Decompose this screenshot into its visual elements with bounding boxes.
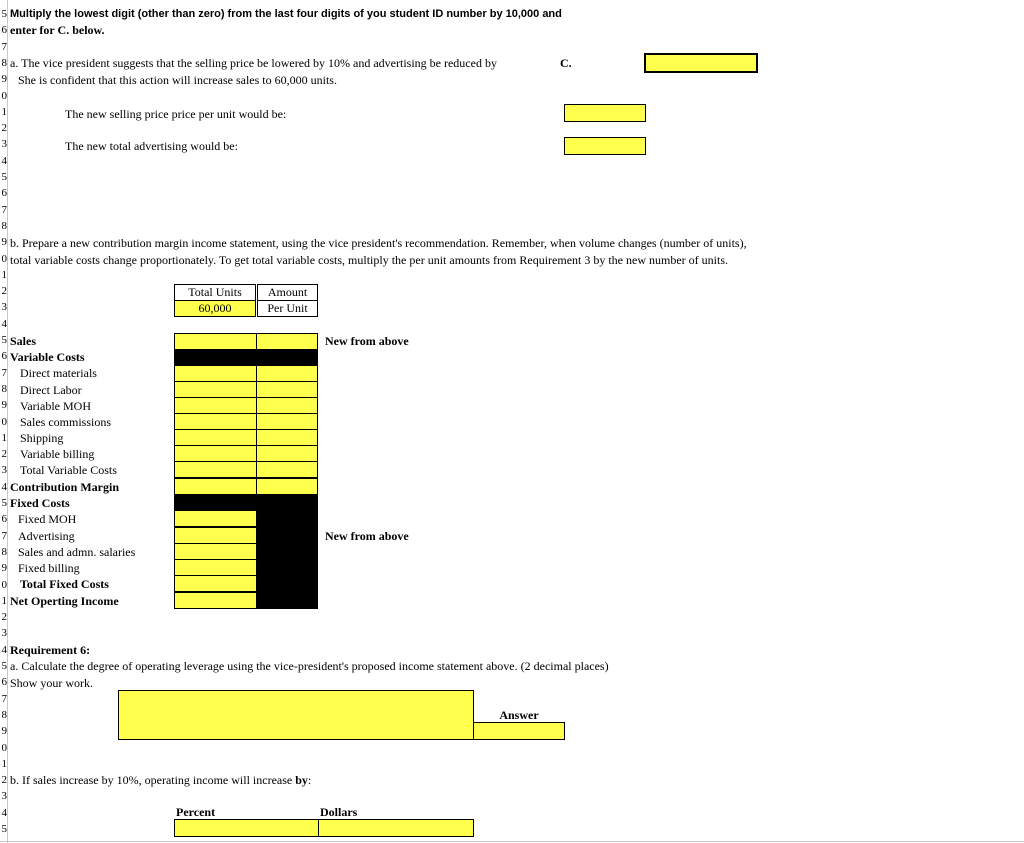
contribution-margin-per-unit-cell[interactable] [256, 478, 318, 495]
new-price-label: The new selling price price per unit would be: [65, 107, 287, 121]
row-number: 1 [1, 105, 7, 118]
label-sales: Sales [10, 334, 37, 348]
part-c-label: C. [560, 56, 572, 70]
answer-input-cell[interactable] [473, 722, 565, 740]
row-number: 4 [1, 154, 7, 167]
row-number: 2 [1, 122, 7, 135]
direct-materials-per-unit-cell[interactable] [256, 365, 318, 382]
total-fixed-costs-total-cell[interactable] [174, 575, 257, 592]
row-number: 9 [1, 73, 7, 86]
row-number: 3 [1, 627, 7, 640]
label-variable-moh: Variable MOH [20, 399, 91, 413]
gutter-divider [7, 0, 8, 843]
row-number: 4 [1, 643, 7, 656]
label-fixed-billing: Fixed billing [18, 561, 80, 575]
label-variable-billing: Variable billing [20, 447, 95, 461]
row-number: 6 [1, 350, 7, 363]
requirement-6b-line [10, 772, 311, 788]
row-number: 3 [1, 464, 7, 477]
label-shipping: Shipping [20, 431, 64, 445]
answer-label: Answer [499, 708, 539, 722]
row-number: 6 [1, 676, 7, 689]
shipping-total-cell[interactable] [174, 429, 257, 446]
instructions-line-2: enter for C. below. [10, 23, 105, 37]
row-number: 5 [1, 823, 7, 835]
label-variable-costs: Variable Costs [10, 350, 85, 364]
row-number: 9 [1, 236, 7, 249]
direct-labor-total-cell[interactable] [174, 381, 257, 398]
row-number: 8 [1, 56, 7, 69]
row-number: 7 [1, 203, 7, 216]
row-number: 3 [1, 790, 7, 803]
row-number: 6 [1, 513, 7, 526]
new-advertising-input-cell[interactable] [564, 137, 646, 155]
row-number: 3 [1, 301, 7, 314]
new-price-input-cell[interactable] [564, 104, 646, 122]
label-net-operating-income: Net Operting Income [10, 594, 119, 608]
header-per-unit: Per Unit [257, 300, 318, 317]
direct-labor-per-unit-cell[interactable] [256, 381, 318, 398]
row-number: 1 [1, 431, 7, 444]
row-number: 7 [1, 40, 7, 53]
variable-moh-total-cell[interactable] [174, 397, 257, 414]
row-number: 8 [1, 219, 7, 232]
label-advertising: Advertising [18, 529, 75, 543]
part-a-line-2: She is confident that this action will increase sales to 60,000 units. [18, 73, 337, 87]
sales-commissions-per-unit-cell[interactable] [256, 413, 318, 430]
requirement-6-title: Requirement 6: [10, 643, 91, 657]
dollars-label: Dollars [320, 805, 358, 819]
row-number: 6 [1, 24, 7, 37]
row-number: 0 [1, 89, 7, 102]
show-work-input-cell[interactable] [118, 690, 474, 740]
note-new-from-above-sales: New from above [325, 334, 409, 348]
row-number: 0 [1, 415, 7, 428]
row-number: 8 [1, 382, 7, 395]
row-number: 0 [1, 741, 7, 754]
header-total-units: Total Units [174, 284, 256, 301]
row-number: 7 [1, 692, 7, 705]
variable-billing-total-cell[interactable] [174, 445, 257, 462]
row-number: 9 [1, 399, 7, 412]
row-number: 2 [1, 448, 7, 461]
percent-input-cell[interactable] [174, 819, 319, 837]
new-advertising-label: The new total advertising would be: [65, 139, 238, 153]
sales-admin-salaries-total-cell[interactable] [174, 543, 257, 560]
row-number: 1 [1, 594, 7, 607]
net-operating-income-total-cell[interactable] [174, 592, 257, 609]
requirement-6a-line-1: a. Calculate the degree of operating leverage using the vice-president's proposed income statement above. (2 decimal places) [10, 659, 609, 673]
label-sales-admin-salaries: Sales and admn. salaries [18, 545, 136, 559]
label-direct-materials: Direct materials [20, 366, 97, 380]
header-total-units-value: 60,000 [174, 300, 256, 317]
row-number: 2 [1, 774, 7, 787]
row-number: 4 [1, 806, 7, 819]
row-number: 8 [1, 545, 7, 558]
row-number: 2 [1, 611, 7, 624]
row-number: 5 [1, 660, 7, 672]
instructions-line-1: Multiply the lowest digit (other than zero) from the last four digits of you student ID number by 10,000 and [10, 8, 562, 20]
shipping-per-unit-cell[interactable] [256, 429, 318, 446]
direct-materials-total-cell[interactable] [174, 365, 257, 382]
row-number: 7 [1, 366, 7, 379]
row-number: 9 [1, 725, 7, 738]
fixed-moh-total-cell[interactable] [174, 510, 257, 527]
row-number: 0 [1, 578, 7, 591]
header-amount: Amount [257, 284, 318, 301]
variable-costs-blocked-row [174, 349, 318, 366]
row-number: 0 [1, 252, 7, 265]
total-variable-costs-per-unit-cell[interactable] [256, 461, 318, 478]
advertising-total-cell[interactable] [174, 527, 257, 544]
row-number: 3 [1, 138, 7, 151]
requirement-6a-line-2: Show your work. [10, 676, 93, 690]
contribution-margin-total-cell[interactable] [174, 478, 257, 495]
row-number: 5 [1, 497, 7, 509]
sales-per-unit-cell[interactable] [256, 333, 318, 350]
variable-moh-per-unit-cell[interactable] [256, 397, 318, 414]
fixed-costs-per-unit-blocked [256, 510, 318, 609]
row-number: 4 [1, 317, 7, 330]
part-c-input-cell[interactable] [644, 53, 758, 73]
requirement-6b-bold: by [295, 773, 308, 787]
row-number: 4 [1, 480, 7, 493]
part-b-line-2: total variable costs change proportionately. To get total variable costs, multiply the per unit amounts from Requirement 3 by the new number of units. [10, 253, 728, 267]
label-direct-labor: Direct Labor [20, 383, 82, 397]
row-number: 2 [1, 285, 7, 298]
row-number: 1 [1, 757, 7, 770]
fixed-billing-total-cell[interactable] [174, 559, 257, 576]
row-number: 5 [1, 334, 7, 346]
row-number: 5 [1, 171, 7, 183]
label-total-variable-costs: Total Variable Costs [20, 463, 117, 477]
row-number: 5 [1, 8, 7, 20]
bottom-gridline [0, 841, 1024, 842]
part-b-line-1: b. Prepare a new contribution margin income statement, using the vice president's recommendation. Remember, when volume changes (number of units), [10, 236, 747, 250]
sales-total-cell[interactable] [174, 333, 257, 350]
requirement-6b-suffix: : [307, 773, 312, 787]
row-number: 7 [1, 529, 7, 542]
part-a-line-1: a. The vice president suggests that the selling price be lowered by 10% and advertising be reduced by [10, 56, 497, 70]
label-sales-commissions: Sales commissions [20, 415, 112, 429]
row-number: 8 [1, 708, 7, 721]
total-variable-costs-total-cell[interactable] [174, 461, 257, 478]
label-fixed-costs: Fixed Costs [10, 496, 70, 510]
label-fixed-moh: Fixed MOH [18, 512, 77, 526]
variable-billing-per-unit-cell[interactable] [256, 445, 318, 462]
row-number: 9 [1, 562, 7, 575]
fixed-costs-blocked-row [174, 494, 318, 511]
label-contribution-margin: Contribution Margin [10, 480, 120, 494]
requirement-6b-text: b. If sales increase by 10%, operating income will increase [10, 773, 296, 787]
label-total-fixed-costs: Total Fixed Costs [20, 577, 109, 591]
row-number: 1 [1, 268, 7, 281]
note-new-from-above-advertising: New from above [325, 529, 409, 543]
row-number: 6 [1, 187, 7, 200]
percent-label: Percent [176, 805, 216, 819]
dollars-input-cell[interactable] [318, 819, 474, 837]
sales-commissions-total-cell[interactable] [174, 413, 257, 430]
